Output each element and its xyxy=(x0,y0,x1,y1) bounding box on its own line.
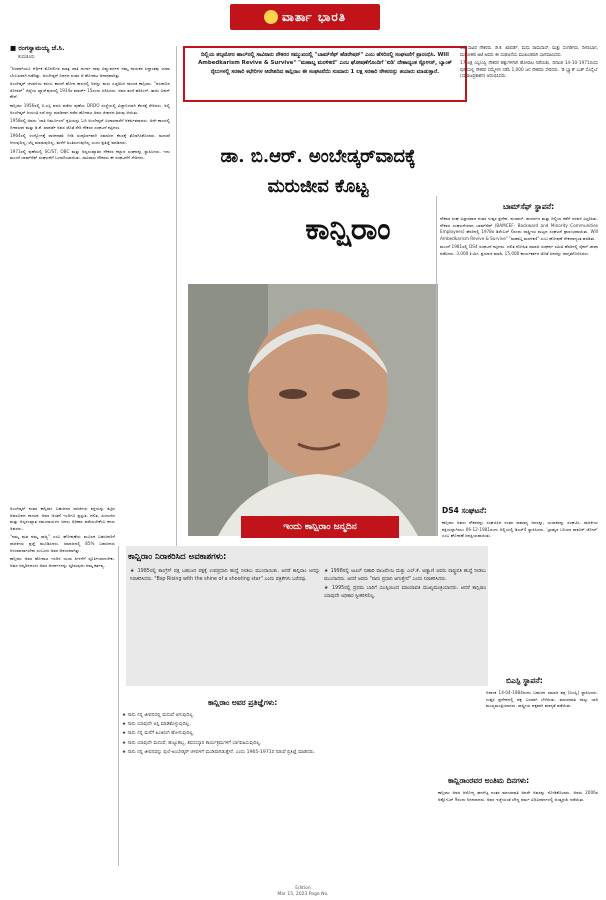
photo-caption: ಇಂದು ಕಾನ್ಷಿರಾಂ ಜನ್ಮದಿನ xyxy=(241,516,399,538)
masthead xyxy=(230,4,380,30)
footer-edition: Edition xyxy=(295,886,311,891)
paragraph: ★ 1998ರಲ್ಲಿ ಅಟಲ್ ಬಿಹಾರಿ ವಾಜಪೇಯಿ ಮತ್ತು ಎಲ್.ಕೆ. ಅಡ್ವಾಣಿ ಅವರು ರಾಷ್ಟ್ರಪತಿ ಹುದ್ದೆ ನೀಡಲು ಮುಂದಾದರು. ಆದರೆ ಅವರು "ನಾನು ಪ್ರಧಾನಿ ಆಗುತ್ತೇನೆ" ಎಂದು ನಿರಾಕರಿಸಿದರು. xyxy=(324,569,486,582)
portrait-photo xyxy=(188,284,438,536)
paragraph: ★ ನಾನು ಯಾವುದೇ ಮದುವೆ, ಹುಟ್ಟುಹಬ್ಬ, ಶವಸಂಸ್ಕಾರ ಕಾರ್ಯಕ್ರಮಗಳಿಗೆ ಭಾಗವಹಿಸುವುದಿಲ್ಲ. xyxy=(122,740,262,746)
paragraph: 1958ರಲ್ಲಿ ಅವರು 'ಜಾತಿ ನಿರ್ಮೂಲನೆ' ಕೃತಿಯನ್ನು ಓದಿ ಅಂಬೇಡ್ಕರ್ ವಿಚಾರಧಾರೆಗೆ ಆಕರ್ಷಿತರಾದರು. ಅದೇ ಕಾಲದಲ್ಲಿ ದೀನಾಭಾನ ಮತ್ತು ಡಿ.ಕೆ. ಖಾಪರ್ಡೆ ಅವರ ಜೊತೆ ಸೇರಿ ನೌಕರರ ಸಂಘಟನೆ ಕಟ್ಟಿದರು. xyxy=(10,118,170,130)
headline-name: ಕಾನ್ಷಿರಾಂ xyxy=(305,212,391,247)
author-name: ■ ರಂಗಸ್ವಾಮಯ್ಯ ಜೆ.ಸಿ. xyxy=(10,44,65,52)
author-place: ತುಮಕೂರು xyxy=(18,55,35,60)
subhead-bsp: ಬಿಎಸ್ಪಿ ಸ್ಥಾಪನೆ: xyxy=(506,676,543,685)
paragraph: ★ ನಾನು ನನ್ನ ಮನೆಗೆ ಹಿಂತಿರುಗಿ ಹೋಗುವುದಿಲ್ಲ. xyxy=(122,731,195,737)
paragraph: ★ 1985ರಲ್ಲಿ ಕಾಂಗ್ರೆಸ್ ಪಕ್ಷ ಬಹುಜನ ಪಕ್ಷಕ್ಕೆ ಉಪಪ್ರಧಾನಿ ಹುದ್ದೆ ನೀಡಲು ಮುಂದಾಯಿತು. ಆದರೆ ಕಾನ್ಷಿರಾಂ ಅದನ್ನು ನಿರಾಕರಿಸಿದರು. "Bsp Rising with the shine of a shooting star" ಎಂದು ಪತ್ರಿಕೆಗಳು ಬರೆದವು. xyxy=(130,569,320,582)
final-days-text xyxy=(438,790,598,866)
paragraph: 1964ರಲ್ಲಿ ಉದ್ಯೋಗಕ್ಕೆ ರಾಜೀನಾಮೆ ನೀಡಿ ಸಂಪೂರ್ಣವಾಗಿ ಸಮಾಜದ ಕೆಲಸಕ್ಕೆ ತೊಡಗಿಸಿಕೊಂಡರು. ಮದುವೆ ಆಗುವುದಿಲ್ಲ, ಆಸ್ತಿ ಮಾಡುವುದಿಲ್ಲ, ಮನೆಗೆ ಹಿಂತಿರುಗುವುದಿಲ್ಲ ಎಂದು ಪ್ರತಿಜ್ಞೆ ಮಾಡಿದರು. xyxy=(10,133,170,145)
paragraph: 1971ರಲ್ಲಿ ಪುಣೆಯಲ್ಲಿ SC/ST, OBC ಮತ್ತು ಅಲ್ಪಸಂಖ್ಯಾತರ ನೌಕರರ ಕಲ್ಯಾಣ ಸಂಘವನ್ನು ಸ್ಥಾಪಿಸಿದರು. ಇದು ಮುಂದೆ ಬಾಮ್‌ಸೆಫ್ ಸಂಘಟನೆಗೆ ಬುನಾದಿಯಾಯಿತು. ಸಾವಿರಾರು ನೌಕರರು ಈ ಸಂಘಟನೆಗೆ ಸೇರಿದರು. xyxy=(10,148,170,161)
subhead-bamcef: ಬಾಮ್‌ಸೆಫ್ ಸ್ಥಾಪನೆ: xyxy=(503,202,555,211)
paragraph: ಕಾನ್ಷಿರಾಂ 1956ರಲ್ಲಿ ಬಿ.ಎಸ್ಸಿ ಪದವಿ ಪಡೆದು ಪುಣೆಯ DRDO ಸಂಸ್ಥೆಯಲ್ಲಿ ವಿಜ್ಞಾನಿಯಾಗಿ ಕೆಲಸಕ್ಕೆ ಸೇರಿದರು. ಅಲ್ಲಿ ಅಂಬೇಡ್ಕರ್ ಜಯಂತಿ ರಜೆ ರದ್ದು ಮಾಡಿದಾಗ ನಡೆದ ಹೋರಾಟ ಅವರ ಜೀವನದ ತಿರುವು ಆಯಿತು. xyxy=(10,102,170,115)
pledges-text xyxy=(122,712,432,862)
paragraph: 50 ಸಾವಿರ ನೌಕರರು. ಡಿ.ಕೆ. ಖಾಪರ್ಡೆ, ಮಧು ರಾಮದಾಸ್, ಮತ್ತು ಸಂಗಡಿಗರು, ದೀನಾಭಾನ, ಮನೋಹರ ಅಟೆ ಅವರು ಈ ಸಂಘಟನೆಯ ಮುಖಂಡರಾಗಿ ಭಾಗವಹಿಸಿದರು. xyxy=(460,46,598,58)
column-divider xyxy=(436,196,437,536)
paragraph: "ನಮ್ಮ ಮತ ನಮ್ಮ ರಾಜ್ಯ" ಎಂಬ ಘೋಷಣೆಯ ಮೂಲಕ ಬಹುಜನರಿಗೆ ರಾಜಕೀಯ ಪ್ರಜ್ಞೆ ಮೂಡಿಸಿದರು. ಸಮಾಜದಲ್ಲಿ 85% ಬಹುಜನರು ಆಳುವವರಾಗಬೇಕು ಎಂಬುದು ಅವರ ಆಶಯವಾಗಿತ್ತು. xyxy=(10,534,115,553)
left-column-bottom xyxy=(10,506,115,846)
intro-box: ದಿಲ್ಲಿಯ ತಲ್ಕಟೋರ ಹಾಲ್‌ನಲ್ಲಿ ಸಾವಿರಾರು ನೌಕರರ ಸಮ್ಮುಖದಲ್ಲಿ "ಬಾಮ್‌ಸೆಫ್‌ ಹೆಡರೇಷನ್" ಎಂಬ ಹೆಸರಿನಲ್ಲಿ ಸಂಘಟನೆಗೆ ಪ್ರಾರಂಭಿಸಿ. Will Ambedkarism Revive & Survive" "ಮಹಾಬ್ದ ಮರಳಿಕಣಿ" ಎಂಬ ಘೋಷಣೆಗೊಂದಿಗೆ 'ಐಡಿ' ದೇಶಾದ್ಯಂತ ಸ್ಲೋಗನ್, ಬ್ಯಾಂಕ್ ರೈಲುಗಳಲ್ಲಿ ಸರಕಾರಿ ಕಛೇರಿಗಳ ಆದೇಶದಿದ ಕಾನ್ಷಿರಾಂ ಈ ಸಂಘಟನೆಯಿ ಸುಮಾರು 1 ಲಕ್ಷ ಸರಕಾರಿ ನೌಕರರನ್ನು ತಯಾರು ಮಾಡುತ್ತಾರೆ. xyxy=(183,46,467,102)
paragraph: ಅಂಬೇಡ್ಕರ್ ಚಳವಳಿಯ ಕರುಳು ಕಾಣದೆ ಹೋದ ಕಾಲದಲ್ಲಿ ಅದನ್ನು ಮರು ಎಚ್ಚರಿಸಿದ ನಾಯಕ ಕಾನ್ಷಿರಾಂ. "ಪಂಜಾಬಿನ ರೋಪರ್" ಜಿಲ್ಲೆಯ ಖ್ವಾಸ್‌ಪುರದಲ್ಲಿ 1934ರ ಮಾರ್ಚ್ 15ರಂದು ಜನಿಸಿದರು. ಅವರ ತಂದೆ ಹರಿಸಿಂಗ್, ತಾಯಿ ಬಿಷನ್ ಕೌರ್. xyxy=(10,81,170,100)
column-divider xyxy=(118,546,119,866)
right-column-top xyxy=(460,46,598,196)
paragraph: ನೌಕರರ ಸಂಘ ವಿಸ್ತಾರವಾದ ನಂತರ ಉತ್ತರ ಪ್ರದೇಶ, ಪಂಜಾಬ್, ಹರ್ಯಾಣ ಮತ್ತು ದಿಲ್ಲಿಯ ಕಡೆಗೆ ಚಳವಳಿ ವಿಸ್ತರಿಸಿತು. ನೌಕರರ ಸಂಘಟನೆಯಾದ ಬಾಮ್‌ಸೆಫ್ (BAMCEF- Backward and Minority Communities Employees) ಹೆಸರಿನಲ್ಲಿ 1978ರ ಡಿಸೆಂಬರ್ 6ರಂದು ರಾಷ್ಟ್ರೀಯ ಮಟ್ಟದ ಸಂಘಟನೆ ಪ್ರಾರಂಭವಾಯಿತು. Will Ambedkarism Revive & Survive" "ಮಹಾಬ್ದ ಮರಳಿಕಣಿ" ಎಂಬ ಘೋಷಣೆ ದೇಶದಾದ್ಯಂತ ಹರಡಿತು. xyxy=(440,216,598,241)
box-item-1 xyxy=(130,568,320,678)
paragraph: ಕಾನ್ಷಿರಾಂ ಅವರ ಹೋರಾಟ ಇಂದಿನ ಯುವ ಪೀಳಿಗೆಗೆ ಸ್ಫೂರ್ತಿಯಾಗಬೇಕು. ಅವರ ಜನ್ಮದಿನದಂದು ಅವರ ಆದರ್ಶಗಳನ್ನು ಸ್ಮರಿಸುವುದು ನಮ್ಮ ಕರ್ತವ್ಯ. xyxy=(10,556,115,568)
paragraph: ★ ನಾನು ನನ್ನ ಜೀವನವನ್ನು ಫುಲೆ-ಅಂಬೇಡ್ಕರ್ ಚಳವಳಿಗೆ ಮುಡಿಪಾಗಿಡುತ್ತೇನೆ. ಎಂದು 1965-1971ರ ನಡುವೆ ಪ್ರತಿಜ್ಞೆ ಮಾಡಿದರು. xyxy=(122,749,316,755)
column-divider xyxy=(176,46,177,546)
box-heading: ಕಾನ್ಷಿರಾಂ ನಿರಾಕರಿಸಿದ ಅವಕಾಶಗಳು: xyxy=(128,552,227,562)
bamcef-text xyxy=(440,216,598,506)
paragraph: ★ ನಾನು ನನ್ನ ಜೀವನದಲ್ಲಿ ಮದುವೆ ಆಗುವುದಿಲ್ಲ. xyxy=(122,713,195,718)
logo-icon xyxy=(264,10,278,24)
paragraph: ಮುಂದೆ 1981ರಲ್ಲಿ DS4 ಸಂಘಟನೆ ಕಟ್ಟಿದರು. ದಲಿತ ಶೋಷಿತ ಸಮಾಜ ಸಂಘರ್ಷ ಸಮಿತಿ ಹೆಸರಿನಲ್ಲಿ ಸೈಕಲ್ ಜಾಥಾ ನಡೆಸಿದರು. 3,000 ಕಿ.ಮೀ. ಪ್ರಯಾಣ ಮಾಡಿ, 15,000 ಕಾರ್ಯಕರ್ತರ ಜೊತೆ ಜನರನ್ನು ಜಾಗೃತಗೊಳಿಸಿದರು. xyxy=(440,244,598,256)
newspaper-page xyxy=(8,36,600,868)
paragraph: 17 ಲಕ್ಷ ಎಸ್ಸಿ/ಎಸ್ಟಿ ನೌಕರರ ಹಕ್ಕುಗಳಿಗಾಗಿ ಹೋರಾಟ ನಡೆಯಿತು. ದಿನಾಂಕ 14-10-1971ರಂದು ಪುಣೆಯಲ್ಲಿ ನೌಕರರ ಸಮ್ಮೇಳನ ನಡೆಸಿ 1,000 ಜನ ನೌಕರರು ಸೇರಿದರು. 'ಡಿ ಬ್ಲ್ಯಾಕ್ ಬುಕ್ ಸೊಸೈಟಿ' (ಸಮಾಜಪ್ರಕಾಶನ) ಆರಂಭಿಸಿದರು. xyxy=(460,61,598,80)
paragraph: ಕಾನ್ಷಿರಾಂ ಅವರ ಆರೋಗ್ಯ ಹದಗೆಟ್ಟ ನಂತರ ಮಾಯಾವತಿ ಅವರೇ ಅವರನ್ನು ನೋಡಿಕೊಂಡರು. ಅವರು 2006ರ ಅಕ್ಟೋಬರ್ 9ರಂದು ನಿಧನರಾದರು. ಅವರ ಇಚ್ಛೆಯಂತೆ ಬೌದ್ಧ ಧರ್ಮ ವಿಧಿವಿಧಾನಗಳಲ್ಲಿ ಅಂತ್ಯಕ್ರಿಯೆ ನಡೆಯಿತು. xyxy=(438,790,598,802)
left-column-top xyxy=(10,66,170,506)
subhead-pledges: ಕಾನ್ಷಿರಾಂ ಅವರ ಪ್ರತಿಜ್ಞೆಗಳು: xyxy=(208,698,278,707)
paragraph: ★ ನಾನು ಯಾವುದೇ ಆಸ್ತಿ ಮಾಡಿಕೊಳ್ಳುವುದಿಲ್ಲ. xyxy=(122,722,191,728)
headline-line1: ಡಾ. ಬಿ.ಆರ್. ಅಂಬೇಡ್ಕರ್‌ವಾದಕ್ಕೆ xyxy=(220,146,416,167)
paragraph: ದಿನಾಂಕ 14-04-1984ರಂದು ಬಹುಜನ ಸಮಾಜ ಪಕ್ಷ (ಬಿಎಸ್ಪಿ) ಸ್ಥಾಪಿಸಿದರು. ಉತ್ತರ ಪ್ರದೇಶದಲ್ಲಿ ಪಕ್ಷ ಬಲವಾಗಿ ಬೆಳೆಯಿತು. ಮಾಯಾವತಿ ನಾಲ್ಕು ಬಾರಿ ಮುಖ್ಯಮಂತ್ರಿಯಾದರು. ರಾಷ್ಟ್ರೀಯ ಪಕ್ಷವಾಗಿ ಮಾನ್ಯತೆ ಪಡೆಯಿತು. xyxy=(486,690,598,709)
paragraph: "ನಿಜವಾಗಿಯೂ ಆರ್ಥಿಕ ಮೊದಲಿಗರ ಮಾತ್ರ ಜಾತಿ ದುರ್ಗಾ ನಾವು ವಿಷ್ಣುವರ್ಧನ ನಮ್ಮ ನಾಯಕರ ಸಿದ್ಧಾಂತವು ಯಾವ ಬೆಂಬಲವಾಗಿ ನಡೆದಿತ್ತು. ಅಂಬೇಡ್ಕರ್ ನಿಧನದ ನಂತರ ಆ ಹೋರಾಟ ಅನಾಥವಾಗಿತ್ತು. xyxy=(10,66,170,78)
masthead-title: ವಾರ್ತಾ ಭಾರತಿ xyxy=(281,9,347,24)
portrait-illustration xyxy=(188,284,438,536)
footer-date: Mar 15, 2023 Page No. xyxy=(277,892,329,897)
headline-line2: ಮರುಜೀವ ಕೊಟ್ಟ xyxy=(267,176,369,197)
paragraph: ★ 1995ರಲ್ಲಿ ಪ್ರಥಮ ಬಾರಿಗೆ ಬಿಎಸ್ಪಿಯಿಂದ ಮಾಯಾವತಿ ಮುಖ್ಯಮಂತ್ರಿಯಾದರು. ಆದರೆ ಕಾನ್ಷಿರಾಂ ಯಾವುದೇ ಅಧಿಕಾರ ಸ್ವೀಕರಿಸಲಿಲ್ಲ. xyxy=(324,586,486,599)
subhead-ds4: DS4 ಸಂಘಟನೆ: xyxy=(442,506,487,515)
paragraph: ಅಂಬೇಡ್ಕರ್ ನಂತರ ಕಾನ್ಷಿರಾಂ ಬಹುಜನರ ರಾಜಕೀಯ ಶಕ್ತಿಯನ್ನು ಕಟ್ಟಿದ ಅಪರೂಪದ ನಾಯಕ. ಅವರ ಚಿಂತನೆ ಇಂದಿಗೂ ಪ್ರಸ್ತುತ. ದಲಿತ, ಹಿಂದುಳಿದ ಮತ್ತು ಅಲ್ಪಸಂಖ್ಯಾತ ಸಮುದಾಯಗಳ ಜನರು ಅಧಿಕಾರ ಪಡೆಯಬೇಕೆಂಬ ಕನಸು ಅವರದು. xyxy=(10,506,115,531)
page-footer xyxy=(0,886,606,898)
box-item-2 xyxy=(324,568,486,678)
subhead-final-days: ಕಾನ್ಷಿರಾಂರವರ ಅಂತಿಮ ದಿನಗಳು: xyxy=(448,776,530,785)
paragraph: ಕಾನ್ಷಿರಾಂ ಅವರು ನೌಕರರನ್ನು ಸಂಘಟಿಸಿದ ನಂತರ ಸಾಮಾನ್ಯ ಜನರನ್ನು, ಯುವಕರನ್ನು ಸಂಘಟಿಸಿ, ರಾಜಕೀಯ ಶಕ್ತಿಯನ್ನಾಗಿಸಲು 06-12-1981ರಂದು ದಿಲ್ಲಿಯಲ್ಲಿ ಡಿಎಸ್4 ಸ್ಥಾಪಿಸಿದರು. 'ಬ್ರಾಹ್ಮಣ ಬನಿಯಾ ಠಾಕೂರ್ ಚೋರ್' ಎಂಬ ಘೋಷಣೆ ಜನಪ್ರಿಯವಾಯಿತು. xyxy=(442,520,598,539)
